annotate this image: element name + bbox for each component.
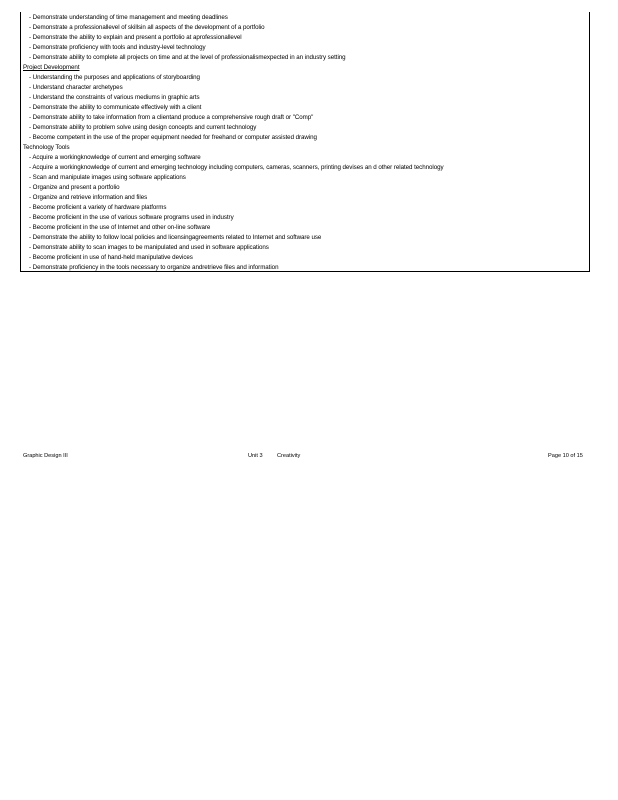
footer-course-name: Graphic Design III (23, 453, 68, 459)
footer-page-number: Page 10 of 15 (548, 453, 583, 459)
section-heading-project-development: Project Development (23, 64, 80, 71)
list-item: - Acquire a workingknowledge of current and emerging software (29, 154, 201, 161)
list-item: - Understand the constraints of various mediums in graphic arts (29, 94, 200, 101)
list-item: - Scan and manipulate images using software applications (29, 174, 186, 181)
footer-unit-title: Creativity (277, 453, 301, 459)
list-item: - Demonstrate understanding of time management and meeting deadlines (29, 14, 228, 21)
section-heading-technology-tools: Technology Tools (23, 144, 70, 151)
list-item: - Become proficient in use of hand-held manipulative devices (29, 254, 193, 261)
list-item: - Demonstrate the ability to communicate effectively with a client (29, 104, 202, 111)
list-item: - Acquire a workingknowledge of current and emerging technology including computers, cameras, scanners, printing devises an d other related technology (29, 164, 444, 171)
list-item: - Become competent in the use of the proper equipment needed for freehand or computer assisted drawing (29, 134, 317, 141)
list-item: - Demonstrate proficiency in the tools necessary to organize andretrieve files and information (29, 264, 279, 271)
list-item: - Become proficient a variety of hardware platforms (29, 204, 167, 211)
list-item: - Understand character archetypes (29, 84, 123, 91)
list-item: - Demonstrate ability to complete all projects on time and at the level of professionalismexpected in an industry setting (29, 54, 346, 61)
footer-unit-number: Unit 3 (248, 453, 263, 459)
list-item: - Demonstrate the ability to explain and present a portfolio at aprofessionallevel (29, 34, 242, 41)
list-item: - Become proficient in the use of various software programs used in industry (29, 214, 234, 221)
list-item: - Demonstrate the ability to follow local policies and licensingagreements related to Internet and software use (29, 234, 322, 241)
list-item: - Demonstrate a professionallevel of skillsin all aspects of the development of a portfolio (29, 24, 265, 31)
list-item: - Demonstrate ability to problem solve using design concepts and current technology (29, 124, 257, 131)
list-item: - Demonstrate ability to scan images to be manipulated and used in software applications (29, 244, 269, 251)
list-item: - Organize and present a portfolio (29, 184, 120, 191)
list-item: - Demonstrate ability to take information from a clientand produce a comprehensive rough draft or "Comp" (29, 114, 314, 121)
list-item: - Demonstrate proficiency with tools and industry-level technology (29, 44, 206, 51)
list-item: - Organize and retrieve information and files (29, 194, 148, 201)
list-item: - Understanding the purposes and applications of storyboarding (29, 74, 200, 81)
content-box (20, 12, 590, 272)
list-item: - Become proficient in the use of Internet and other on-line software (29, 224, 211, 231)
